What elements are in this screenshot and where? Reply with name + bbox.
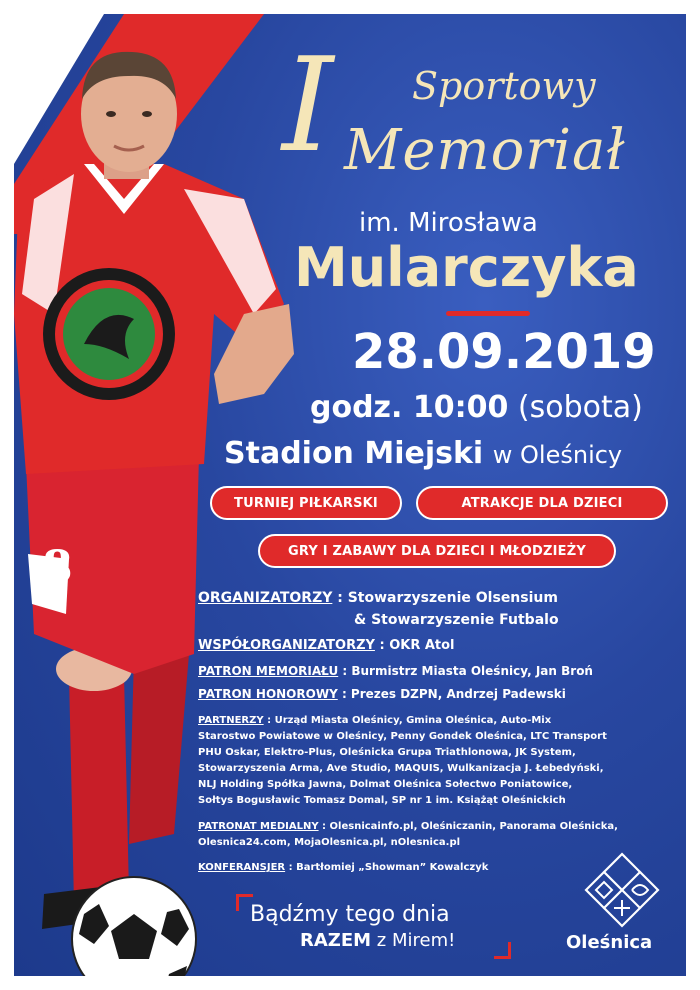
media-line1: Olesnicainfo.pl, Oleśniczanin, Panorama Oleśnicka, xyxy=(329,821,618,832)
patron-value: Burmistrz Miasta Oleśnicy, Jan Broń xyxy=(351,664,593,678)
patron-row: PATRON MEMORIAŁU : Burmistrz Miasta Oleśnicy, Jan Broń xyxy=(198,664,593,678)
event-time-label: godz. 10:00 xyxy=(310,390,509,425)
honorary-value: Prezes DZPN, Andrzej Padewski xyxy=(350,687,566,701)
media-label: PATRONAT MEDIALNY xyxy=(198,821,319,832)
host-row: KONFERANSJER : Bartłomiej „Showman” Kowalczyk xyxy=(198,862,489,873)
partners-label: PARTNERZY xyxy=(198,715,264,726)
olesnica-logo-text: Oleśnica xyxy=(566,932,653,953)
title-name: Mularczyka xyxy=(294,236,639,299)
partners-line-6: Sołtys Bogusławic Tomasz Domal, SP nr 1 im. Książąt Oleśnickich xyxy=(198,795,566,806)
soccer-ball-icon xyxy=(69,874,199,976)
partners-line-2: Starostwo Powiatowe w Oleśnicy, Penny Gondek Oleśnica, LTC Transport xyxy=(198,731,607,742)
title-line2: Memoriał xyxy=(344,118,626,183)
title-numeral: I xyxy=(282,29,334,181)
slogan-strong: RAZEM xyxy=(300,930,372,951)
honorary-row: PATRON HONOROWY : Prezes DZPN, Andrzej Padewski xyxy=(198,687,566,701)
attraction-kids: ATRAKCJE DLA DZIECI xyxy=(416,486,668,520)
slogan-line1: Bądźmy tego dnia xyxy=(250,902,450,927)
slogan-line2 xyxy=(300,930,455,951)
attraction-football-tournament: TURNIEJ PIŁKARSKI xyxy=(210,486,402,520)
partners-line-1: Urząd Miasta Oleśnicy, Gmina Oleśnica, Auto-Mix xyxy=(274,715,552,726)
coorganizers-value: OKR Atol xyxy=(389,638,455,653)
host-label: KONFERANSJER xyxy=(198,862,286,873)
attraction-games: GRY I ZABAWY DLA DZIECI I MŁODZIEŻY xyxy=(258,534,616,568)
shirt-number: 8 xyxy=(42,542,73,593)
partners-line-3: PHU Oskar, Elektro-Plus, Oleśnicka Grupa Triathlonowa, JK System, xyxy=(198,747,576,758)
partners-line-4: Stowarzyszenia Arma, Ave Studio, MAQUIS, Wulkanizacja J. Łebedyński, xyxy=(198,763,604,774)
media-first-line: PATRONAT MEDIALNY : Olesnicainfo.pl, Oleśniczanin, Panorama Oleśnicka, xyxy=(198,821,618,832)
organizers-row: ORGANIZATORZY : Stowarzyszenie Olsensium xyxy=(198,590,558,606)
partners-line-5: NLJ Holding Spółka Jawna, Dolmat Oleśnica Sołectwo Poniatowice, xyxy=(198,779,573,790)
coorganizers-label: WSPÓŁORGANIZATORZY xyxy=(198,638,375,653)
slogan-rest: z Mirem! xyxy=(376,930,456,951)
event-venue-place: w Oleśnicy xyxy=(492,441,623,469)
partners-block xyxy=(198,713,607,809)
media-block xyxy=(198,819,618,851)
title-prefix: im. Mirosława xyxy=(359,208,538,238)
event-venue xyxy=(224,436,622,471)
organizers-line1: Stowarzyszenie Olsensium xyxy=(347,590,558,606)
partners-first-line: PARTNERZY : Urząd Miasta Oleśnicy, Gmina Oleśnica, Auto-Mix xyxy=(198,715,552,726)
organizers-label: ORGANIZATORZY xyxy=(198,590,333,606)
media-line2: Olesnica24.com, MojaOlesnica.pl, nOlesnica.pl xyxy=(198,837,461,848)
host-value: Bartłomiej „Showman” Kowalczyk xyxy=(296,862,489,873)
honorary-label: PATRON HONOROWY xyxy=(198,687,338,701)
event-day: (sobota) xyxy=(517,390,643,425)
organizers-line2: & Stowarzyszenie Futbalo xyxy=(354,612,559,628)
event-date: 28.09.2019 xyxy=(352,324,656,380)
title-line1: Sportowy xyxy=(412,64,596,108)
olesnica-logo-icon xyxy=(582,850,662,930)
patron-label: PATRON MEMORIAŁU xyxy=(198,664,339,678)
coorganizers-row: WSPÓŁORGANIZATORZY : OKR Atol xyxy=(198,638,455,653)
event-venue-name: Stadion Miejski xyxy=(224,436,484,471)
title-underline xyxy=(446,311,530,316)
event-time xyxy=(310,390,643,425)
poster xyxy=(14,14,686,976)
slogan-bracket-bottom-right xyxy=(494,942,511,959)
